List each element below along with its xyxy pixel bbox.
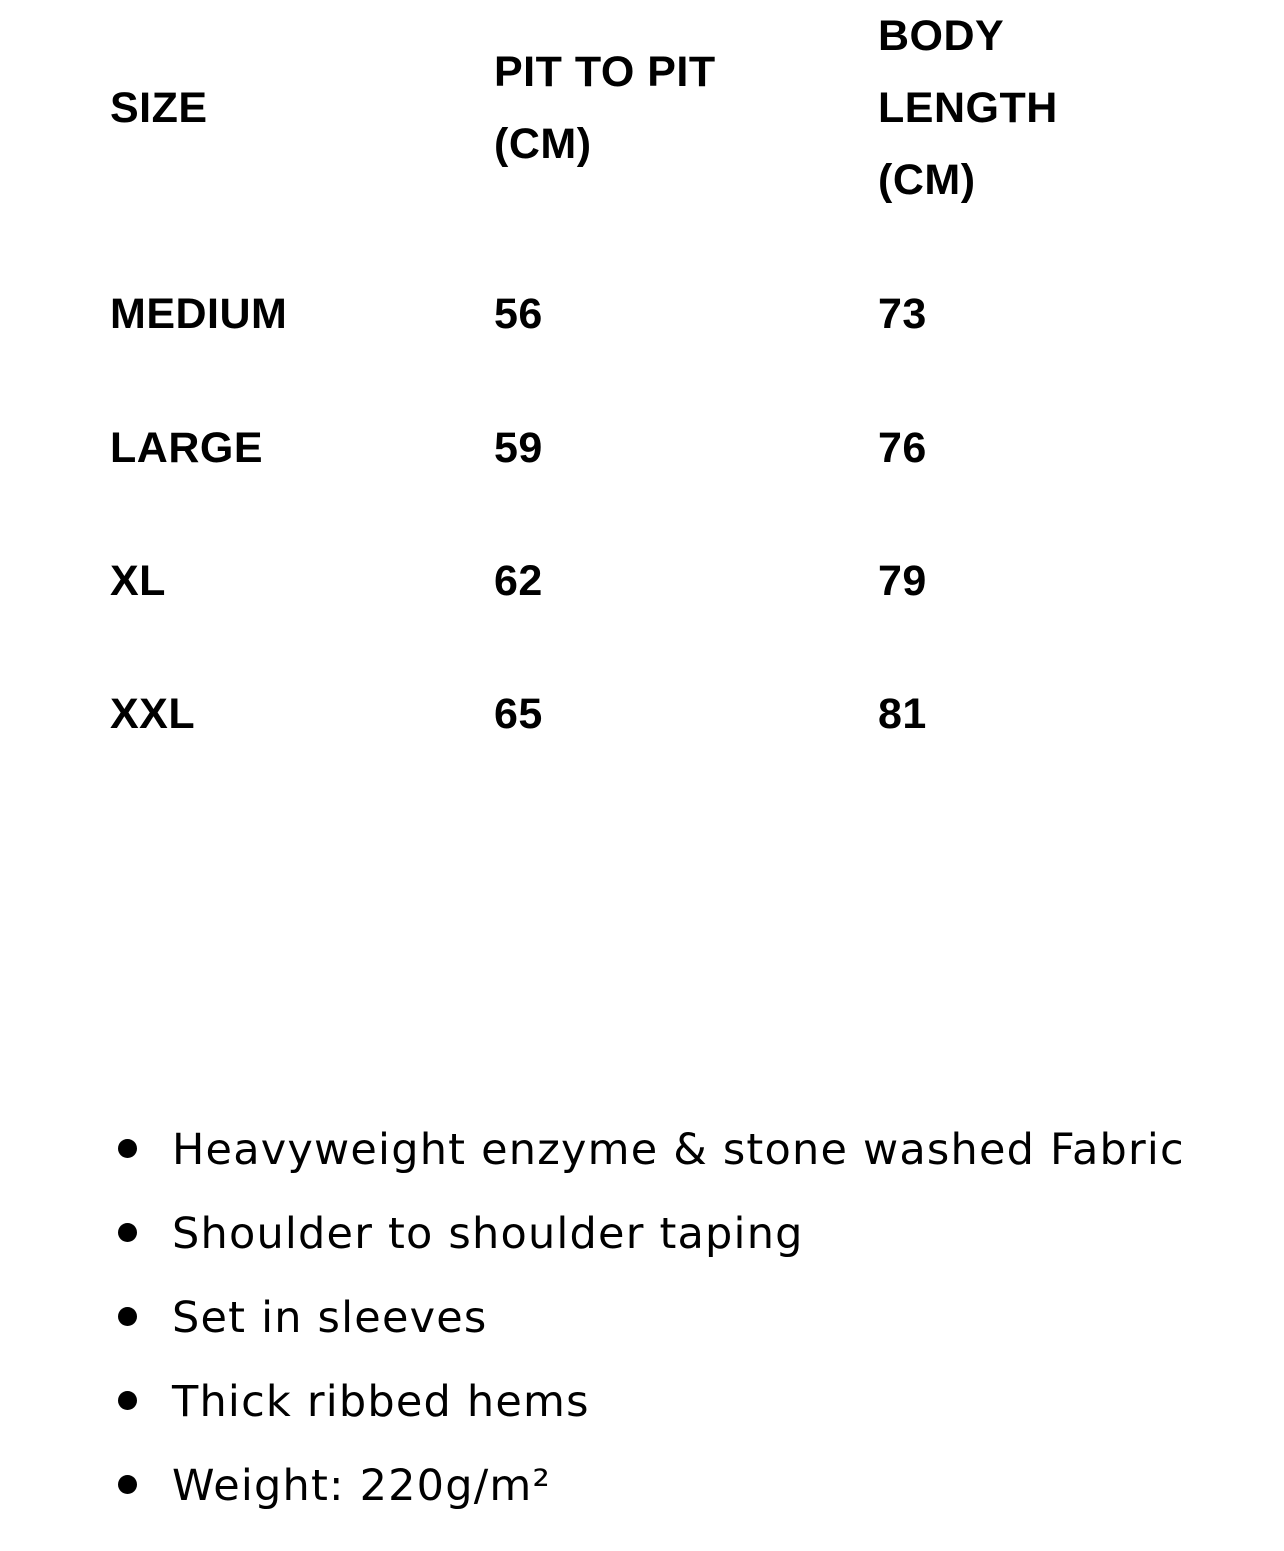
- header-pit-to-pit: [494, 36, 716, 180]
- row-xxl-size: XXL: [110, 690, 196, 738]
- feature-item: [110, 1360, 1185, 1444]
- feature-item: [110, 1276, 1185, 1360]
- row-large-body-length: 76: [878, 424, 927, 472]
- row-large-pit-to-pit: 59: [494, 424, 543, 472]
- row-xxl-body-length: 81: [878, 690, 927, 738]
- row-medium-body-length: 73: [878, 290, 927, 338]
- row-xxl-pit-to-pit: 65: [494, 690, 543, 738]
- feature-text: Shoulder to shoulder taping: [172, 1209, 804, 1259]
- feature-item: [110, 1192, 1185, 1276]
- feature-text: Heavyweight enzyme & stone washed Fabric: [172, 1125, 1185, 1175]
- feature-text: Weight: 220g/m²: [172, 1461, 551, 1511]
- bullet-icon: [118, 1139, 137, 1158]
- feature-item: [110, 1108, 1185, 1192]
- feature-text: Thick ribbed hems: [172, 1377, 590, 1427]
- row-medium-size: MEDIUM: [110, 290, 288, 338]
- header-pit-to-pit-line-1: PIT TO PIT: [494, 48, 716, 96]
- bullet-icon: [118, 1223, 137, 1242]
- bullet-icon: [118, 1475, 137, 1494]
- header-body-length-line-3: (CM): [878, 156, 976, 204]
- bullet-icon: [118, 1391, 137, 1410]
- bullet-icon: [118, 1307, 137, 1326]
- header-pit-to-pit-line-2: (CM): [494, 120, 592, 168]
- row-large-size: LARGE: [110, 424, 263, 472]
- header-body-length: [878, 0, 1058, 216]
- row-xl-pit-to-pit: 62: [494, 557, 543, 605]
- row-medium-pit-to-pit: 56: [494, 290, 543, 338]
- row-xl-body-length: 79: [878, 557, 927, 605]
- feature-text: Set in sleeves: [172, 1293, 488, 1343]
- product-features-list: [110, 1108, 1185, 1528]
- header-body-length-line-1: BODY: [878, 12, 1005, 60]
- row-xl-size: XL: [110, 557, 166, 605]
- header-size: SIZE: [110, 84, 208, 132]
- header-body-length-line-2: LENGTH: [878, 84, 1058, 132]
- feature-item: [110, 1444, 1185, 1528]
